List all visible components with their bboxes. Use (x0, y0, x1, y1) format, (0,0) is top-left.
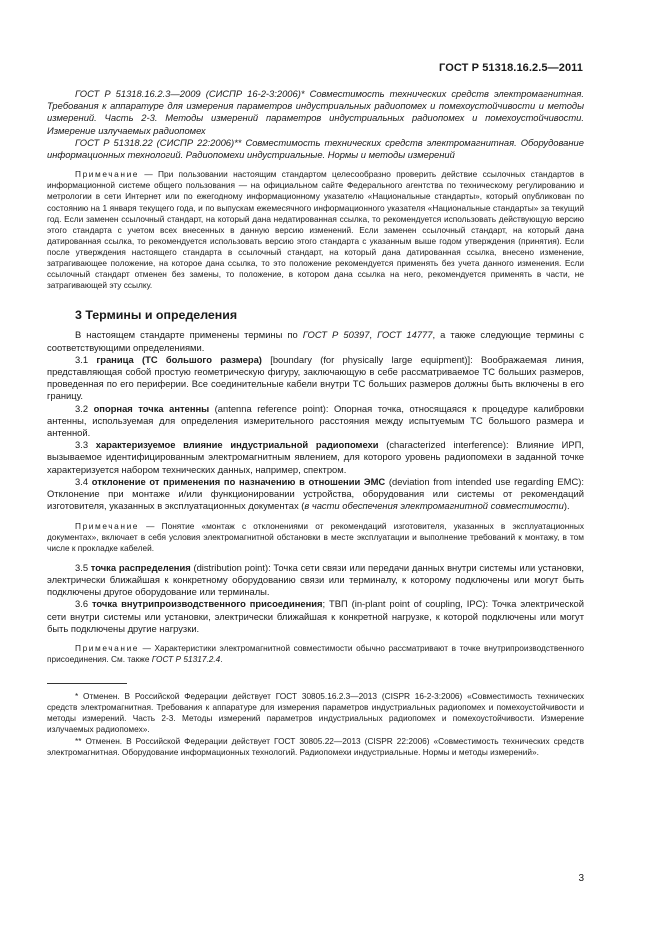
note-block (47, 169, 584, 291)
note-label: Примечание (75, 643, 140, 653)
standard-reference: ГОСТ 14777 (377, 329, 433, 341)
footnote-divider (47, 683, 127, 684)
note-text: — Характеристики электромагнитной совместимости обычно рассматривают в точке внутрипроизводственного присоединения. См. также (47, 643, 584, 665)
note-text: — При пользовании настоящим стандартом целесообразно проверить действие ссылочных стандартов в информационной системе общего пользования — на официальном сайте Федерального агентства по техническому регулированию и метрологии в сети Интернет или по ежегодному информационному указателю «Национальные стандарты», который опубликован по состоянию на 1 января текущего года, и по выпускам ежемесячного информационного указателя «Национальные стандарты» за текущий год. Если заменен ссылочный стандарт, на который дана недатированная ссылка, то рекомендуется использовать действующую версию этого стандарта с учетом всех внесенных в данную версию изменений. Если заменен ссылочный стандарт, на который дана датированная ссылка, то рекомендуется использовать версию этого стандарта с указанным выше годом утверждения (принятия). Если после утверждения настоящего стандарта в ссылочный стандарт, на который дана датированная ссылка, внесено изменение, затрагивающее положение, на которое дана ссылка, то это положение рекомендуется применять без учета данного изменения. Если ссылочный стандарт отменен без замены, то положение, в котором дана ссылка на него, рекомендуется применять в части, не затрагивающей эту ссылку. (47, 169, 584, 291)
note-block (47, 521, 584, 554)
term-name: характеризуемое влияние индустриальной радиопомехи (95, 439, 379, 451)
page-number: 3 (578, 873, 584, 884)
term-name: опорная точка антенны (93, 402, 210, 414)
term-3-5: 3.5 точка распределения (distribution point): Точка сети связи или передачи данных внутри системы или установки, электрически ближайшая к конкретному оборудованию связи или терминалу, к которому подключены или могут быть подключены другое оборудование или терминалы. (47, 561, 585, 598)
term-name: точка распределения (90, 561, 191, 573)
term-name: отклонение от применения по назначению в отношении ЭМС (91, 475, 386, 487)
term-3-4: 3.4 отклонение от применения по назначению в отношении ЭМС (deviation from intended use regarding EMC): Отклонение при монтаже и/или функционировании устройства, оборудования или системы от рекомендаций изготовителя, указанных в эксплуатационных документах (в части обеспечения электромагнитной совместимости). (47, 475, 584, 512)
term-3-3: 3.3 характеризуемое влияние индустриальной радиопомехи (characterized interference): Влияние ИРП, вызываемое идентифицированным электромагнитным явлением, для которого уровень радиопомехи в заданной точке характеризуется набором технических данных, например, спектром. (47, 439, 584, 475)
term-3-1: 3.1 граница (ТС большого размера) [boundary (for physically large equipment)]: Воображаемая линия, представляющая собой простую геометрическую фигуру, заключающую в себе рассматриваемое ТС больших размеров, проведенная по его периферии. Все соединительные кабели внутри ТС больших размеров должны быть включены в его границу. (47, 353, 585, 402)
section-intro: В настоящем стандарте применены термины по ГОСТ Р 50397, ГОСТ 14777, а также следующие термины с соответствующими определениями. (47, 329, 584, 353)
document-header: ГОСТ Р 51318.16.2.5—2011 (439, 62, 583, 74)
term-3-6: 3.6 точка внутрипроизводственного присоединения; ТВП (in-plant point of coupling, IPC): Точка электрической сети внутри системы или установки, электрически ближайшая к конкретной нагрузке, к которой подключены или могут быть подключены другие нагрузки. (47, 598, 585, 634)
term-3-2: 3.2 опорная точка антенны (antenna reference point): Опорная точка, относящаяся к процедуре калибровки антенны, используемая для определения измерительного расстояния между испытуемым ТС большого размера и антенной. (47, 402, 585, 439)
note-text: — Понятие «монтаж с отклонениями от рекомендаций изготовителя, указанных в эксплуатационных документах», включает в себя условия электромагнитной обстановки в месте эксплуатации и выполнение требований к монтажу, в том числе к прокладке кабелей. (47, 520, 584, 553)
reference-entry: ГОСТ Р 51318.22 (СИСПР 22:2006)** Совместимость технических средств электромагнитная. Оборудование информационных технологий. Радиопомехи индустриальные. Нормы и методы измерений (47, 136, 584, 161)
standard-reference: ГОСТ Р 51317.2.4 (151, 654, 221, 665)
section-heading: 3 Термины и определения (75, 308, 238, 323)
term-name: граница (ТС большого размера) (96, 353, 262, 365)
note-label: Примечание (75, 169, 140, 180)
footnote: ** Отменен. В Российской Федерации действует ГОСТ 30805.22—2013 (CISPR 22:2006) «Совместимость технических средств электромагнитная. Оборудование информационных технологий. Радиопомехи индустриальные. Нормы и методы измерений». (47, 735, 584, 757)
note-label: Примечание (75, 520, 140, 531)
term-name: точка внутрипроизводственного присоединения (91, 598, 323, 610)
note-block: Примечание — Характеристики электромагнитной совместимости обычно рассматривают в точке внутрипроизводственного присоединения. См. также ГОСТ Р 51317.2.4. (47, 643, 584, 665)
page-content (47, 88, 584, 758)
standard-reference: ГОСТ Р 50397 (302, 329, 370, 341)
reference-entry: ГОСТ Р 51318.16.2.3—2009 (СИСПР 16-2-3:2006)* Совместимость технических средств электромагнитная. Требования к аппаратуре для измерения параметров индустриальных радиопомех и помехоустойчивости и методы измерений. Часть 2-3. Методы измерений параметров индустриальных радиопомех и помехоустойчивости. Измерение излучаемых радиопомех (47, 88, 584, 136)
footnote: * Отменен. В Российской Федерации действует ГОСТ 30805.16.2.3—2013 (CISPR 16-2-3:2006) «Совместимость технических средств электромагнитная. Требования к аппаратуре для измерения параметров индустриальных радиопомех и помехоустойчивости и методы измерений. Часть 2-3. Методы измерений параметров индустриальных радиопомех и помехоустойчивости. Измерение излучаемых радиопомех». (47, 691, 584, 735)
